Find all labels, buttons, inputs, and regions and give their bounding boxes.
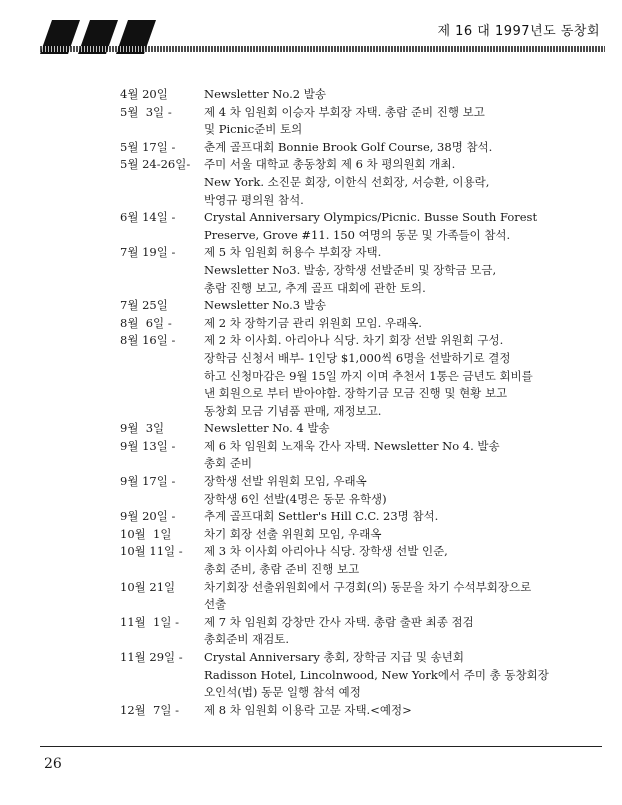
entry-date: 5월 17일 - (120, 139, 176, 154)
timeline-entry (120, 649, 600, 702)
entry-description (204, 579, 600, 614)
entry-description (204, 702, 600, 720)
entry-date: 4월 20일 (120, 87, 168, 101)
entry-line: 하고 신청마감은 9월 15일 까지 이며 추천서 1통은 금년도 회비를 (204, 368, 533, 383)
entry-line: 낸 회원으로 부터 받아야함. 장학기금 모금 진행 및 현황 보고 (204, 386, 508, 401)
timeline-entry (120, 438, 600, 473)
entry-date: 9월 3일 (120, 421, 165, 436)
entry-description (204, 526, 600, 544)
timeline-entry (120, 508, 600, 526)
entry-line: 제 5 차 임원회 허용수 부회장 자택. (204, 245, 382, 260)
entry-date: 11월 29일 - (120, 650, 183, 664)
entry-date: 8월 6일 - (120, 315, 172, 330)
entry-date: 9월 17일 - (120, 474, 176, 489)
entry-line: 제 2 차 이사회. 아리아나 식당. 차기 회장 선발 위원회 구성. (204, 333, 504, 348)
timeline-entry (120, 702, 600, 720)
entry-line: 차기회장 선출위원회에서 구경회(의) 동문을 차기 수석부회장으로 (204, 579, 532, 594)
entry-line: Newsletter No3. 발송, 장학생 선발준비 및 장학금 모금, (204, 262, 497, 277)
entry-description (204, 649, 600, 702)
entry-line: 총회 준비, 총람 준비 진행 보고 (204, 562, 360, 577)
timeline-entry (120, 315, 600, 333)
entry-description (204, 332, 600, 420)
entry-date: 11월 1일 - (120, 614, 180, 629)
timeline-entry (120, 139, 600, 157)
entry-line: 동창회 모금 기념품 판매, 재정보고. (204, 403, 382, 418)
entry-line: 장학금 신청서 배부- 1인당 $1,000씩 6명을 선발하기로 결정 (204, 350, 511, 365)
entry-date: 5월 24-26일- (120, 157, 191, 172)
entry-line: Newsletter No.2 발송 (204, 87, 326, 101)
timeline-entry (120, 543, 600, 578)
entry-description (204, 156, 600, 209)
entry-date: 8월 16일 - (120, 333, 176, 348)
entry-description (204, 614, 600, 649)
entry-description (204, 508, 600, 526)
page-number: 26 (44, 756, 62, 772)
entry-line: 선출 (204, 597, 227, 612)
entry-date: 10월 11일 - (120, 544, 183, 559)
entry-line: 총회 준비 (204, 456, 253, 471)
timeline-entry (120, 579, 600, 614)
entry-line: Newsletter No.3 발송 (204, 298, 326, 313)
entry-date: 10월 1일 (120, 526, 172, 541)
entry-date: 7월 19일 - (120, 245, 176, 260)
entry-description (204, 244, 600, 297)
timeline-entry (120, 244, 600, 297)
entry-line: Newsletter No. 4 발송 (204, 421, 330, 436)
entry-line: 추계 골프대회 Settler's Hill C.C. 23명 참석. (204, 509, 439, 524)
entry-description (204, 315, 600, 333)
timeline-entry (120, 526, 600, 544)
entry-date: 5월 3일 - (120, 104, 172, 119)
entry-line: 제 3 차 이사회 아리아나 식당. 장학생 선발 인준, (204, 544, 448, 559)
entry-description (204, 139, 600, 157)
timeline-entry (120, 104, 600, 139)
entry-description (204, 86, 600, 104)
timeline-entry (120, 297, 600, 315)
timeline-entry (120, 473, 600, 508)
entry-date: 12월 7일 - (120, 702, 180, 717)
entry-line: 제 8 차 임원회 이용락 고문 자택.<예정> (204, 702, 412, 717)
entry-line: 오인석(법) 동문 일행 참석 예정 (204, 685, 361, 700)
entry-date: 9월 13일 - (120, 438, 176, 453)
page-header (0, 0, 622, 60)
entry-line: 총람 진행 보고, 추계 골프 대회에 관한 토의. (204, 280, 426, 295)
entry-line: 주미 서울 대학교 총동창회 제 6 차 평의원회 개최. (204, 157, 456, 172)
entry-date: 6월 14일 - (120, 210, 176, 225)
entry-line: 장학생 6인 선발(4명은 동문 유학생) (204, 491, 387, 506)
entry-line: New York. 소진문 회장, 이한식 선회장, 서승환, 이용락, (204, 174, 490, 189)
event-timeline (120, 86, 600, 719)
entry-line: 제 6 차 임원회 노재욱 간사 자택. Newsletter No 4. 발송 (204, 438, 500, 453)
entry-line: Crystal Anniversary Olympics/Picnic. Busse South Forest (204, 210, 538, 225)
entry-line: 박영규 평의원 참석. (204, 192, 304, 207)
entry-line: Preserve, Grove #11. 150 여명의 동문 및 가족들이 참석. (204, 227, 511, 242)
timeline-entry (120, 86, 600, 104)
entry-date: 7월 25일 (120, 298, 168, 313)
entry-description (204, 438, 600, 473)
entry-line: 및 Picnic준비 토의 (204, 122, 303, 137)
timeline-entry (120, 209, 600, 244)
entry-description (204, 104, 600, 139)
entry-line: 장학생 선발 위원회 모임, 우래옥 (204, 474, 367, 489)
entry-line: 차기 회장 선출 위원회 모임, 우래옥 (204, 526, 382, 541)
entry-description (204, 543, 600, 578)
entry-date: 10월 21일 (120, 579, 176, 594)
entry-line: 총회준비 재검토. (204, 632, 290, 647)
entry-line: Radisson Hotel, Lincolnwood, New York에서 주미 총 동창회장 (204, 667, 549, 682)
entry-line: Crystal Anniversary 총회, 장학금 지급 및 송년회 (204, 650, 464, 664)
entry-line: 제 4 차 임원회 이승자 부회장 자택. 총람 준비 진행 보고 (204, 104, 485, 119)
entry-description (204, 209, 600, 244)
entry-description (204, 297, 600, 315)
timeline-entry (120, 156, 600, 209)
header-title: 제 16 대 1997년도 동창회 (437, 24, 600, 39)
timeline-entry (120, 614, 600, 649)
entry-description (204, 473, 600, 508)
entry-description (204, 420, 600, 438)
timeline-entry (120, 420, 600, 438)
timeline-entry (120, 332, 600, 420)
header-dotted-bar (40, 46, 605, 52)
footer-rule (40, 746, 602, 747)
entry-line: 제 7 차 임원회 강창만 간사 자택. 총람 출판 최종 점검 (204, 614, 474, 629)
entry-date: 9월 20일 - (120, 509, 176, 524)
entry-line: 제 2 차 장학기금 관리 위원회 모임. 우래옥. (204, 315, 422, 330)
entry-line: 춘계 골프대회 Bonnie Brook Golf Course, 38명 참석. (204, 139, 493, 154)
